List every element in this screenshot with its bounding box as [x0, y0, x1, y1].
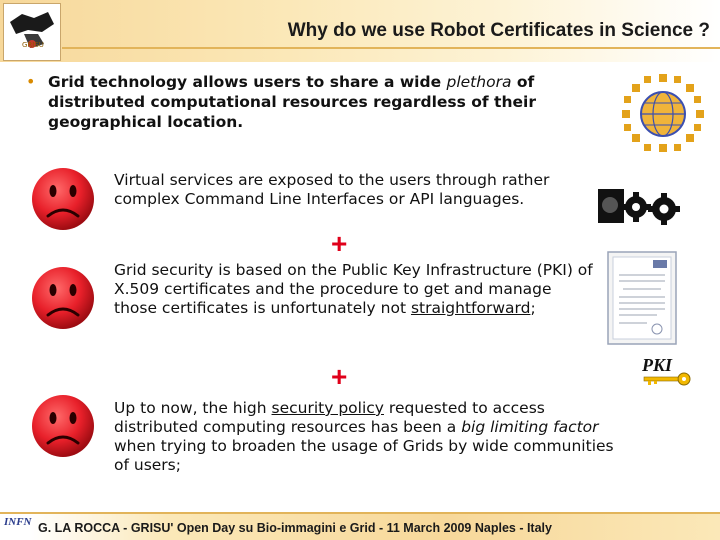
svg-text:PKI: PKI	[642, 355, 673, 375]
bullet-marker: •	[26, 72, 36, 91]
grid-globe-icon	[614, 70, 712, 160]
plus-sign: +	[331, 361, 348, 392]
plus-sign: +	[331, 228, 348, 259]
text-block-cli: Virtual services are exposed to the users through rather complex Command Line Interfaces or API languages.	[114, 171, 550, 208]
footer-credit: G. LA ROCCA - GRISU' Open Day su Bio-immagini e Grid - 11 March 2009 Naples - Italy	[38, 521, 552, 535]
header-rule	[62, 47, 720, 49]
sad-face-icon	[30, 265, 96, 335]
main-bullet: Grid technology allows users to share a wide plethora of distributed computational resources regardless of their geographical location.	[48, 73, 536, 131]
sad-face-icon	[30, 166, 96, 236]
gears-icon	[598, 183, 680, 237]
pki-key-icon	[640, 353, 700, 395]
certificate-document-icon	[607, 251, 677, 349]
infn-logo: INFN	[4, 516, 32, 528]
svg-text:GRISU: GRISU	[22, 41, 44, 49]
text-block-pki: Grid security is based on the Public Key Infrastructure (PKI) of X.509 certificates and the procedure to get and manage those certificates is unfortunately not straightforward;	[114, 261, 593, 317]
sad-face-icon	[30, 393, 96, 463]
project-logo	[3, 3, 61, 61]
text-block-policy: Up to now, the high security policy requested to access distributed computing resources has been a big limiting factor when trying to broaden the usage of Grids by wide communities of users;	[114, 399, 614, 474]
slide-title: Why do we use Robot Certificates in Science ?	[287, 20, 710, 41]
